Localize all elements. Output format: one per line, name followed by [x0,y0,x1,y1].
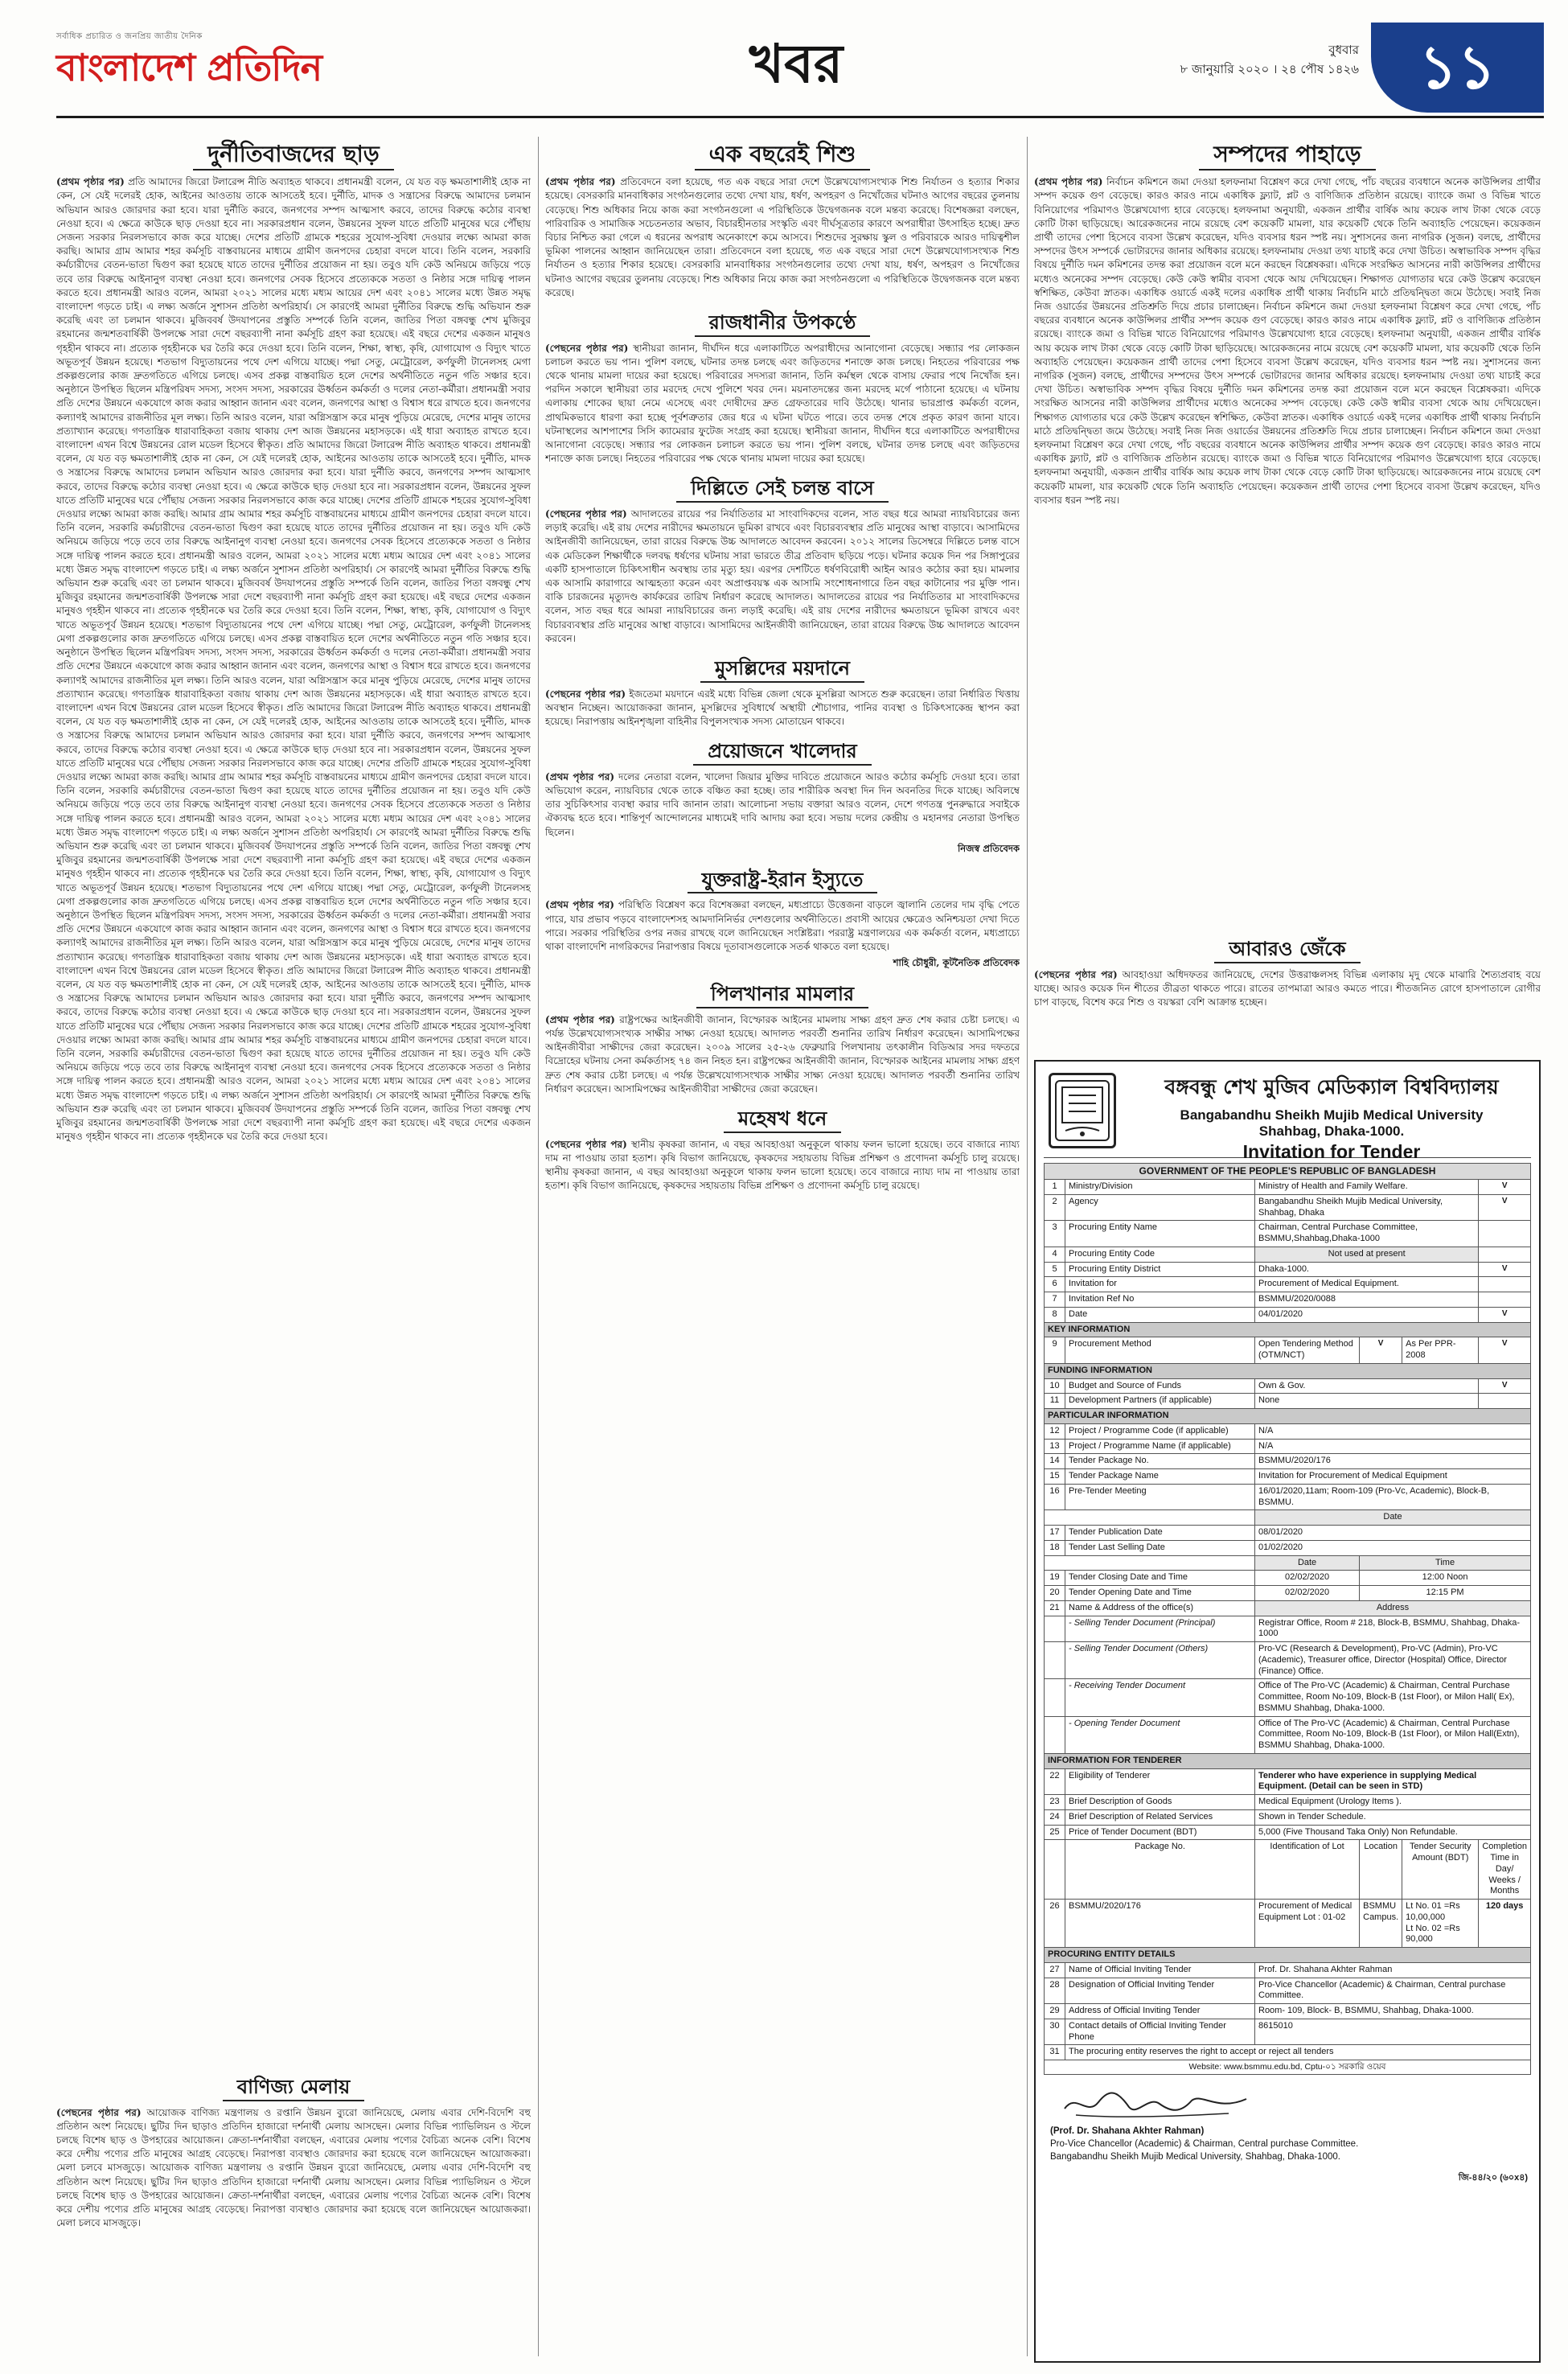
signatory-role: Pro-Vice Chancellor (Academic) & Chairman, Central purchase Committee. [1050,2139,1359,2150]
row-value: Prof. Dr. Shahana Akhter Rahman [1255,1962,1531,1978]
story-headline[interactable]: মুসল্লিদের ময়দানে [545,657,1020,683]
tender-row [1045,1962,1531,1978]
tender-row [1045,1292,1531,1308]
row-number: 15 [1045,1469,1065,1485]
row-value: 01/02/2020 [1255,1540,1531,1555]
story-body: (প্রথম পৃষ্ঠার পর) রাষ্ট্রপক্ষের আইনজীবী জানান, বিস্ফোরক আইনের মামলায় সাক্ষ্য গ্রহণ দ্রুত শেষ করার চেষ্টা চলছে। এ পর্যন্ত উল্লেখযোগ্যসংখ্যক সাক্ষীর সাক্ষ্য নেওয়া হয়েছে। আদালত পরবর্তী শুনানির তারিখ নির্ধারণ করেছেন। আসামিপক্ষের আইনজীবীরা সাক্ষীদের জেরা করেছেন। ২০০৯ সালের ২৫-২৬ ফেব্রুয়ারি পিলখানায় তৎকালীন বিডিআর সদর দফতরে বিদ্রোহের ঘটনায় সেনা কর্মকর্তাসহ ৭৪ জন নিহত হন। রাষ্ট্রপক্ষের আইনজীবী জানান, বিস্ফোরক আইনের মামলায় সাক্ষ্য গ্রহণ দ্রুত শেষ করার চেষ্টা চলছে। এ পর্যন্ত উল্লেখযোগ্যসংখ্যক সাক্ষীর সাক্ষ্য নেওয়া হয়েছে। আদালত পরবর্তী শুনানির তারিখ নির্ধারণ করেছেন। আসামিপক্ষের আইনজীবীরা সাক্ষীদের জেরা করেছেন। [545,1013,1020,1095]
row-number: 20 [1045,1586,1065,1601]
row-label: Tender Opening Date and Time [1065,1586,1255,1601]
row-label: Name & Address of the office(s) [1065,1600,1255,1616]
lot-header-row [1045,1840,1531,1900]
section-row [1045,1753,1531,1768]
row-label: Date [1065,1307,1255,1322]
row-number: 12 [1045,1423,1065,1439]
row-label: Tender Closing Date and Time [1065,1571,1255,1586]
address-header: Address [1255,1600,1531,1616]
story-delhi-bus[interactable] [545,477,1020,646]
story-body: (প্রথম পৃষ্ঠার পর) প্রতি আমাদের জিরো টলারেন্স নীতি অব্যাহত থাকবে। প্রধানমন্ত্রী বলেন, যে যত বড় ক্ষমতাশালীই হোক না কেন, সে যেই দলেরই হোক, আইনের আওতায় তাকে আসতেই হবে। দুর্নীতি, মাদক ও সন্ত্রাসের বিরুদ্ধে আমাদের চলমান অভিযান আরও জোরদার করা হবে। যারা দুর্নীতি করবে, জনগণের সম্পদ আত্মসাৎ করবে, তাদের বিরুদ্ধে কঠোর ব্যবস্থা নেওয়া হবে। এ ক্ষেত্রে কাউকে ছাড় দেওয়া হবে না। সরকারপ্রধান বলেন, উন্নয়নের সুফল যাতে প্রতিটি মানুষের ঘরে পৌঁছায় সেজন্য সরকার নিরলসভাবে কাজ করে যাচ্ছে। দেশের প্রতিটি গ্রামকে শহরের সুযোগ-সুবিধা দেওয়ার লক্ষ্যে আমরা কাজ করছি। আমার গ্রাম আমার শহর কর্মসূচি বাস্তবায়নের মাধ্যমে গ্রামীণ জনপদের চেহারা বদলে যাবে। তিনি বলেন, সরকারি কর্মচারীদের বেতন-ভাতা দ্বিগুণ করা হয়েছে যাতে তাদের দুর্নীতির প্রয়োজন না হয়। তবুও যদি কেউ অনিয়মে জড়িয়ে পড়ে তবে তার বিরুদ্ধে আইনানুগ ব্যবস্থা নেওয়া হবে। জনগণের সেবক হিসেবে প্রত্যেককে সততা ও নিষ্ঠার সঙ্গে দায়িত্ব পালন করতে হবে। প্রধানমন্ত্রী আরও বলেন, আমরা ২০২১ সালের মধ্যে মধ্যম আয়ের দেশ এবং ২০৪১ সালের মধ্যে উন্নত সমৃদ্ধ বাংলাদেশ গড়তে চাই। এ লক্ষ্য অর্জনে সুশাসন প্রতিষ্ঠা অপরিহার্য। সে কারণেই আমরা দুর্নীতির বিরুদ্ধে শুদ্ধি অভিযান শুরু করেছি এবং তা চলমান থাকবে। মুজিববর্ষ উদযাপনের প্রস্তুতি সম্পর্কে তিনি বলেন, জাতির পিতা বঙ্গবন্ধু শেখ মুজিবুর রহমানের জন্মশতবার্ষিকী উপলক্ষে সারা দেশে বছরব্যাপী নানা কর্মসূচি গ্রহণ করা হয়েছে। এই বছরে দেশের একজন মানুষও গৃহহীন থাকবে না। প্রত্যেক গৃহহীনকে ঘর তৈরি করে দেওয়া হবে। তিনি বলেন, শিক্ষা, স্বাস্থ্য, কৃষি, যোগাযোগ ও বিদ্যুৎ খাতে অভূতপূর্ব উন্নয়ন হয়েছে। শতভাগ বিদ্যুতায়নের পথে দেশ এগিয়ে যাচ্ছে। পদ্মা সেতু, মেট্রোরেল, কর্ণফুলী টানেলসহ মেগা প্রকল্পগুলোর কাজ দ্রুতগতিতে এগিয়ে চলছে। এসব প্রকল্প বাস্তবায়িত হলে দেশের অর্থনীতিতে নতুন গতি সঞ্চার হবে। অনুষ্ঠানে উপস্থিত ছিলেন মন্ত্রিপরিষদ সদস্য, সংসদ সদস্য, সরকারের ঊর্ধ্বতন কর্মকর্তা ও দলের নেতা-কর্মীরা। প্রধানমন্ত্রী সবার প্রতি দেশের উন্নয়নে একযোগে কাজ করার আহ্বান জানান এবং বলেন, জনগণের আস্থা ও বিশ্বাস ধরে রাখতে হবে। জনগণের কল্যাণই আমাদের রাজনীতির মূল লক্ষ্য। তিনি আরও বলেন, যারা অগ্নিসন্ত্রাস করে মানুষ পুড়িয়ে মেরেছে, দেশের মানুষ তাদের প্রত্যাখ্যান করেছে। গণতান্ত্রিক ধারাবাহিকতা বজায় থাকায় দেশ আজ উন্নয়নের মহাসড়কে। এই ধারা অব্যাহত রাখতে হবে। বাংলাদেশ এখন বিশ্বে উন্নয়নের রোল মডেল হিসেবে স্বীকৃত। প্রতি আমাদের জিরো টলারেন্স নীতি অব্যাহত থাকবে। প্রধানমন্ত্রী বলেন, যে যত বড় ক্ষমতাশালীই হোক না কেন, সে যেই দলেরই হোক, আইনের আওতায় তাকে আসতেই হবে। দুর্নীতি, মাদক ও সন্ত্রাসের বিরুদ্ধে আমাদের চলমান অভিযান আরও জোরদার করা হবে। যারা দুর্নীতি করবে, জনগণের সম্পদ আত্মসাৎ করবে, তাদের বিরুদ্ধে কঠোর ব্যবস্থা নেওয়া হবে। এ ক্ষেত্রে কাউকে ছাড় দেওয়া হবে না। সরকারপ্রধান বলেন, উন্নয়নের সুফল যাতে প্রতিটি মানুষের ঘরে পৌঁছায় সেজন্য সরকার নিরলসভাবে কাজ করে যাচ্ছে। দেশের প্রতিটি গ্রামকে শহরের সুযোগ-সুবিধা দেওয়ার লক্ষ্যে আমরা কাজ করছি। আমার গ্রাম আমার শহর কর্মসূচি বাস্তবায়নের মাধ্যমে গ্রামীণ জনপদের চেহারা বদলে যাবে। তিনি বলেন, সরকারি কর্মচারীদের বেতন-ভাতা দ্বিগুণ করা হয়েছে যাতে তাদের দুর্নীতির প্রয়োজন না হয়। তবুও যদি কেউ অনিয়মে জড়িয়ে পড়ে তবে তার বিরুদ্ধে আইনানুগ ব্যবস্থা নেওয়া হবে। জনগণের সেবক হিসেবে প্রত্যেককে সততা ও নিষ্ঠার সঙ্গে দায়িত্ব পালন করতে হবে। প্রধানমন্ত্রী আরও বলেন, আমরা ২০২১ সালের মধ্যে মধ্যম আয়ের দেশ এবং ২০৪১ সালের মধ্যে উন্নত সমৃদ্ধ বাংলাদেশ গড়তে চাই। এ লক্ষ্য অর্জনে সুশাসন প্রতিষ্ঠা অপরিহার্য। সে কারণেই আমরা দুর্নীতির বিরুদ্ধে শুদ্ধি অভিযান শুরু করেছি এবং তা চলমান থাকবে। মুজিববর্ষ উদযাপনের প্রস্তুতি সম্পর্কে তিনি বলেন, জাতির পিতা বঙ্গবন্ধু শেখ মুজিবুর রহমানের জন্মশতবার্ষিকী উপলক্ষে সারা দেশে বছরব্যাপী নানা কর্মসূচি গ্রহণ করা হয়েছে। এই বছরে দেশের একজন মানুষও গৃহহীন থাকবে না। প্রত্যেক গৃহহীনকে ঘর তৈরি করে দেওয়া হবে। তিনি বলেন, শিক্ষা, স্বাস্থ্য, কৃষি, যোগাযোগ ও বিদ্যুৎ খাতে অভূতপূর্ব উন্নয়ন হয়েছে। শতভাগ বিদ্যুতায়নের পথে দেশ এগিয়ে যাচ্ছে। পদ্মা সেতু, মেট্রোরেল, কর্ণফুলী টানেলসহ মেগা প্রকল্পগুলোর কাজ দ্রুতগতিতে এগিয়ে চলছে। এসব প্রকল্প বাস্তবায়িত হলে দেশের অর্থনীতিতে নতুন গতি সঞ্চার হবে। অনুষ্ঠানে উপস্থিত ছিলেন মন্ত্রিপরিষদ সদস্য, সংসদ সদস্য, সরকারের ঊর্ধ্বতন কর্মকর্তা ও দলের নেতা-কর্মীরা। প্রধানমন্ত্রী সবার প্রতি দেশের উন্নয়নে একযোগে কাজ করার আহ্বান জানান এবং বলেন, জনগণের আস্থা ও বিশ্বাস ধরে রাখতে হবে। জনগণের কল্যাণই আমাদের রাজনীতির মূল লক্ষ্য। তিনি আরও বলেন, যারা অগ্নিসন্ত্রাস করে মানুষ পুড়িয়ে মেরেছে, দেশের মানুষ তাদের প্রত্যাখ্যান করেছে। গণতান্ত্রিক ধারাবাহিকতা বজায় থাকায় দেশ আজ উন্নয়নের মহাসড়কে। এই ধারা অব্যাহত রাখতে হবে। বাংলাদেশ এখন বিশ্বে উন্নয়নের রোল মডেল হিসেবে স্বীকৃত। প্রতি আমাদের জিরো টলারেন্স নীতি অব্যাহত থাকবে। প্রধানমন্ত্রী বলেন, যে যত বড় ক্ষমতাশালীই হোক না কেন, সে যেই দলেরই হোক, আইনের আওতায় তাকে আসতেই হবে। দুর্নীতি, মাদক ও সন্ত্রাসের বিরুদ্ধে আমাদের চলমান অভিযান আরও জোরদার করা হবে। যারা দুর্নীতি করবে, জনগণের সম্পদ আত্মসাৎ করবে, তাদের বিরুদ্ধে কঠোর ব্যবস্থা নেওয়া হবে। এ ক্ষেত্রে কাউকে ছাড় দেওয়া হবে না। সরকারপ্রধান বলেন, উন্নয়নের সুফল যাতে প্রতিটি মানুষের ঘরে পৌঁছায় সেজন্য সরকার নিরলসভাবে কাজ করে যাচ্ছে। দেশের প্রতিটি গ্রামকে শহরের সুযোগ-সুবিধা দেওয়ার লক্ষ্যে আমরা কাজ করছি। আমার গ্রাম আমার শহর কর্মসূচি বাস্তবায়নের মাধ্যমে গ্রামীণ জনপদের চেহারা বদলে যাবে। তিনি বলেন, সরকারি কর্মচারীদের বেতন-ভাতা দ্বিগুণ করা হয়েছে যাতে তাদের দুর্নীতির প্রয়োজন না হয়। তবুও যদি কেউ অনিয়মে জড়িয়ে পড়ে তবে তার বিরুদ্ধে আইনানুগ ব্যবস্থা নেওয়া হবে। জনগণের সেবক হিসেবে প্রত্যেককে সততা ও নিষ্ঠার সঙ্গে দায়িত্ব পালন করতে হবে। প্রধানমন্ত্রী আরও বলেন, আমরা ২০২১ সালের মধ্যে মধ্যম আয়ের দেশ এবং ২০৪১ সালের মধ্যে উন্নত সমৃদ্ধ বাংলাদেশ গড়তে চাই। এ লক্ষ্য অর্জনে সুশাসন প্রতিষ্ঠা অপরিহার্য। সে কারণেই আমরা দুর্নীতির বিরুদ্ধে শুদ্ধি অভিযান শুরু করেছি এবং তা চলমান থাকবে। মুজিববর্ষ উদযাপনের প্রস্তুতি সম্পর্কে তিনি বলেন, জাতির পিতা বঙ্গবন্ধু শেখ মুজিবুর রহমানের জন্মশতবার্ষিকী উপলক্ষে সারা দেশে বছরব্যাপী নানা কর্মসূচি গ্রহণ করা হয়েছে। এই বছরে দেশের একজন মানুষও গৃহহীন থাকবে না। প্রত্যেক গৃহহীনকে ঘর তৈরি করে দেওয়া হবে। তিনি বলেন, শিক্ষা, স্বাস্থ্য, কৃষি, যোগাযোগ ও বিদ্যুৎ খাতে অভূতপূর্ব উন্নয়ন হয়েছে। শতভাগ বিদ্যুতায়নের পথে দেশ এগিয়ে যাচ্ছে। পদ্মা সেতু, মেট্রোরেল, কর্ণফুলী টানেলসহ মেগা প্রকল্পগুলোর কাজ দ্রুতগতিতে এগিয়ে চলছে। এসব প্রকল্প বাস্তবায়িত হলে দেশের অর্থনীতিতে নতুন গতি সঞ্চার হবে। অনুষ্ঠানে উপস্থিত ছিলেন মন্ত্রিপরিষদ সদস্য, সংসদ সদস্য, সরকারের ঊর্ধ্বতন কর্মকর্তা ও দলের নেতা-কর্মীরা। প্রধানমন্ত্রী সবার প্রতি দেশের উন্নয়নে একযোগে কাজ করার আহ্বান জানান এবং বলেন, জনগণের আস্থা ও বিশ্বাস ধরে রাখতে হবে। জনগণের কল্যাণই আমাদের রাজনীতির মূল লক্ষ্য। তিনি আরও বলেন, যারা অগ্নিসন্ত্রাস করে মানুষ পুড়িয়ে মেরেছে, দেশের মানুষ তাদের প্রত্যাখ্যান করেছে। গণতান্ত্রিক ধারাবাহিকতা বজায় থাকায় দেশ আজ উন্নয়নের মহাসড়কে। এই ধারা অব্যাহত রাখতে হবে। বাংলাদেশ এখন বিশ্বে উন্নয়নের রোল মডেল হিসেবে স্বীকৃত। প্রতি আমাদের জিরো টলারেন্স নীতি অব্যাহত থাকবে। প্রধানমন্ত্রী বলেন, যে যত বড় ক্ষমতাশালীই হোক না কেন, সে যেই দলেরই হোক, আইনের আওতায় তাকে আসতেই হবে। দুর্নীতি, মাদক ও সন্ত্রাসের বিরুদ্ধে আমাদের চলমান অভিযান আরও জোরদার করা হবে। যারা দুর্নীতি করবে, জনগণের সম্পদ আত্মসাৎ করবে, তাদের বিরুদ্ধে কঠোর ব্যবস্থা নেওয়া হবে। এ ক্ষেত্রে কাউকে ছাড় দেওয়া হবে না। সরকারপ্রধান বলেন, উন্নয়নের সুফল যাতে প্রতিটি মানুষের ঘরে পৌঁছায় সেজন্য সরকার নিরলসভাবে কাজ করে যাচ্ছে। দেশের প্রতিটি গ্রামকে শহরের সুযোগ-সুবিধা দেওয়ার লক্ষ্যে আমরা কাজ করছি। আমার গ্রাম আমার শহর কর্মসূচি বাস্তবায়নের মাধ্যমে গ্রামীণ জনপদের চেহারা বদলে যাবে। তিনি বলেন, সরকারি কর্মচারীদের বেতন-ভাতা দ্বিগুণ করা হয়েছে যাতে তাদের দুর্নীতির প্রয়োজন না হয়। তবুও যদি কেউ অনিয়মে জড়িয়ে পড়ে তবে তার বিরুদ্ধে আইনানুগ ব্যবস্থা নেওয়া হবে। জনগণের সেবক হিসেবে প্রত্যেককে সততা ও নিষ্ঠার সঙ্গে দায়িত্ব পালন করতে হবে। প্রধানমন্ত্রী আরও বলেন, আমরা ২০২১ সালের মধ্যে মধ্যম আয়ের দেশ এবং ২০৪১ সালের মধ্যে উন্নত সমৃদ্ধ বাংলাদেশ গড়তে চাই। এ লক্ষ্য অর্জনে সুশাসন প্রতিষ্ঠা অপরিহার্য। সে কারণেই আমরা দুর্নীতির বিরুদ্ধে শুদ্ধি অভিযান শুরু করেছি এবং তা চলমান থাকবে। মুজিববর্ষ উদযাপনের প্রস্তুতি সম্পর্কে তিনি বলেন, জাতির পিতা বঙ্গবন্ধু শেখ মুজিবুর রহমানের জন্মশতবার্ষিকী উপলক্ষে সারা দেশে বছরব্যাপী নানা কর্মসূচি গ্রহণ করা হয়েছে। এই বছরে দেশের একজন মানুষও গৃহহীন থাকবে না। প্রত্যেক গৃহহীনকে ঘর তৈরি করে দেওয়া হবে। [56,176,531,1143]
tender-header [1044,1068,1531,1162]
story-wealth[interactable] [1034,142,1541,507]
row-number: 10 [1045,1378,1065,1394]
column-middle [545,137,1020,2356]
office-label: - Selling Tender Document (Principal) [1065,1616,1255,1642]
lot-identification: Procurement of Medical Equipment Lot : 01-02 [1255,1900,1360,1948]
tender-row [1045,1454,1531,1469]
row-mark [1479,1221,1531,1247]
university-name-bn: বঙ্গবন্ধু শেখ মুজিব মেডিক্যাল বিশ্ববিদ্যালয় [1164,1075,1499,1099]
column-divider [1027,137,1028,2356]
row-value: Medical Equipment (Urology Items ). [1255,1795,1531,1810]
row-label: Tender Package No. [1065,1454,1255,1469]
office-row [1045,1716,1531,1753]
row-number: 30 [1045,2019,1065,2045]
row-number: 19 [1045,1571,1065,1586]
jump-label: (পেছনের পৃষ্ঠার পর) [1034,968,1118,980]
tender-titles [1132,1071,1531,1163]
date-header: Date [1255,1510,1531,1526]
story-body: (পেছনের পৃষ্ঠার পর) স্থানীয় কৃষকরা জানান, এ বছর আবহাওয়া অনুকূলে থাকায় ফলন ভালো হয়েছে। তবে বাজারে ন্যায্য দাম না পাওয়ায় তারা হতাশ। কৃষি বিভাগ জানিয়েছে, কৃষকদের সহায়তায় বিভিন্ন প্রশিক্ষণ ও প্রণোদনা কর্মসূচি চালু রয়েছে। স্থানীয় কৃষকরা জানান, এ বছর আবহাওয়া অনুকূলে থাকায় ফলন ভালো হয়েছে। তবে বাজারে ন্যায্য দাম না পাওয়ায় তারা হতাশ। কৃষি বিভাগ জানিয়েছে, কৃষকদের সহায়তায় বিভিন্ন প্রশিক্ষণ ও প্রণোদনা কর্মসূচি চালু রয়েছে। [545,1138,1020,1192]
row-value: Open Tendering Method (OTM/NCT) [1255,1337,1360,1364]
office-label: - Receiving Tender Document [1065,1679,1255,1716]
signatory-name: (Prof. Dr. Shahana Akhter Rahman) [1050,2126,1205,2137]
story-headline[interactable]: যুক্তরাষ্ট্র-ইরান ইস্যুতে [545,869,1020,894]
row-label: Procurement Method [1065,1337,1255,1364]
jump-label: (পেছনের পৃষ্ঠার পর) [545,688,626,700]
jump-label: (পেছনের পৃষ্ঠার পর) [545,1138,627,1150]
row-mark [1479,1277,1531,1292]
datetime-header-row [1045,1555,1531,1571]
university-seal-icon [1049,1073,1116,1148]
row-value: Chairman, Central Purchase Committee, BSMMU,Shahbag,Dhaka-1000 [1255,1221,1479,1247]
jump-label: (পেছনের পৃষ্ঠার পর) [545,342,629,354]
section-row [1045,1409,1531,1424]
row-value: Pro-Vice Chancellor (Academic) & Chairman, Central purchase Committee. [1255,1978,1531,2004]
story-trade-fair-wrap [56,2071,531,2241]
university-name-en: Bangabandhu Sheikh Mujib Medical University [1180,1107,1484,1123]
office-address: Pro-VC (Research & Development), Pro-VC (Admin), Pro-VC (Academic), Treasurer office, Director (Hospital) Office, Director (Finance) Office. [1255,1642,1531,1679]
row-value: None [1255,1394,1479,1409]
date-header-row [1045,1510,1531,1526]
row-value: Procurement of Medical Equipment. [1255,1277,1479,1292]
row-label: Tender Last Selling Date [1065,1540,1255,1555]
row-number: 6 [1045,1277,1065,1292]
row-value: Dhaka-1000. [1255,1262,1479,1277]
story-headline[interactable]: দিল্লিতে সেই চলন্ত বাসে [545,477,1020,503]
tender-row [1045,1277,1531,1292]
tender-row [1045,1247,1531,1262]
blank-cell [1045,1510,1255,1526]
university-address: Shahbag, Dhaka-1000. [1258,1123,1405,1139]
row-number: 13 [1045,1439,1065,1454]
blank-cell [1045,1555,1255,1571]
row-label: Project / Programme Name (if applicable) [1065,1439,1255,1454]
signatory-details [1050,2125,1358,2163]
row-number: 26 [1045,1900,1065,1948]
lot-completion: 120 days [1479,1900,1531,1948]
signature-block [1044,2084,1531,2189]
row-mark: V [1479,1337,1531,1364]
section-title: খবর [749,32,844,95]
newspaper-name: বাংলাদেশ প্রতিদিন [56,46,322,89]
office-address: Registrar Office, Room # 218, Block-B, BSMMU, Shahbag, Dhaka-1000 [1255,1616,1531,1642]
row-number: 18 [1045,1540,1065,1555]
row-date: 02/02/2020 [1255,1571,1360,1586]
row-label: The procuring entity reserves the right to accept or reject all tenders [1065,2045,1531,2060]
row-value: Tenderer who have experience in supplying Medical Equipment. (Detail can be seen in STD) [1255,1768,1531,1795]
lot-security-1: Lt No. 01 =Rs 10,00,000 [1406,1901,1460,1922]
jump-label: (প্রথম পৃষ্ঠার পর) [1034,176,1103,188]
lot-row [1045,1900,1531,1948]
story-cold-wrap [1034,933,1541,1054]
section-info-tenderer: INFORMATION FOR TENDERER [1045,1753,1531,1768]
row-value: Own & Gov. [1255,1378,1479,1394]
row-label: Eligibility of Tenderer [1065,1768,1255,1795]
row-mark: V [1479,1262,1531,1277]
masthead [56,23,1544,119]
tender-row [1045,2045,1531,2060]
blank-cell [1045,1679,1065,1716]
row-number: 24 [1045,1809,1065,1825]
story-body: (পেছনের পৃষ্ঠার পর) ইজতেমা ময়দানে এরই মধ্যে বিভিন্ন জেলা থেকে মুসল্লিরা আসতে শুরু করেছেন। তারা নির্ধারিত খিত্তায় অবস্থান নিচ্ছেন। আয়োজকরা জানান, মুসল্লিদের সুবিধার্থে অস্থায়ী শৌচাগার, পানির ব্যবস্থা ও চিকিৎসাকেন্দ্র স্থাপন করা হয়েছে। নিরাপত্তায় আইনশৃঙ্খলা বাহিনীর বিপুলসংখ্যক সদস্য মোতায়েন থাকবে। [545,688,1020,728]
row-number: 17 [1045,1526,1065,1541]
weekday: বুধবার [1328,43,1359,57]
office-address: Office of The Pro-VC (Academic) & Chairman, Central Purchase Committee, Room No-109, Block-B (1st Floor), or Milon Hall( Ex), BSMMU Shahbag, Dhaka-1000. [1255,1679,1531,1716]
story-headline[interactable]: দুর্নীতিবাজদের ছাড় [56,142,531,170]
row-label: Brief Description of Goods [1065,1795,1255,1810]
tender-row [1045,1809,1531,1825]
row-label: Price of Tender Document (BDT) [1065,1825,1255,1840]
row-label: Invitation Ref No [1065,1292,1255,1308]
story-cold-wave[interactable] [1034,938,1541,1009]
lot-package: BSMMU/2020/176 [1065,1900,1255,1948]
tender-row [1045,2004,1531,2019]
story-headline[interactable]: সম্পদের পাহাড়ে [1034,142,1541,170]
tender-heading: Invitation for Tender [1242,1141,1421,1162]
tender-row [1045,1795,1531,1810]
page-number-badge: ১১ [1371,23,1544,113]
section-particular: PARTICULAR INFORMATION [1045,1409,1531,1424]
story-corruption[interactable] [56,142,531,1144]
logo-tagline: সর্বাধিক প্রচারিত ও জনপ্রিয় জাতীয় দৈনিক [56,32,203,41]
tender-row [1045,1307,1531,1322]
row-mark: V [1479,1378,1531,1394]
row-value: 04/01/2020 [1255,1307,1479,1322]
row-label: Procuring Entity District [1065,1262,1255,1277]
tender-row [1045,1194,1531,1221]
signatory-org: Bangabandhu Sheikh Mujib Medical University, Shahbag, Dhaka-1000. [1050,2152,1340,2162]
tender-row [1045,1571,1531,1586]
lot-header: Completion Time in Day/ Weeks / Months [1479,1840,1531,1900]
story-headline[interactable]: আবারও জেঁকে [1034,938,1541,963]
office-label: - Selling Tender Document (Others) [1065,1642,1255,1679]
tender-row [1045,2019,1531,2045]
tender-row [1045,1180,1531,1195]
row-mark: V [1479,1307,1531,1322]
office-row [1045,1642,1531,1679]
lot-location: BSMMU Campus. [1360,1900,1402,1948]
row-label: Budget and Source of Funds [1065,1378,1255,1394]
row-time: 12:00 Noon [1360,1571,1531,1586]
office-row [1045,1679,1531,1716]
row-label: Development Partners (if applicable) [1065,1394,1255,1409]
tender-row [1045,1825,1531,1840]
office-row [1045,1616,1531,1642]
story-headline[interactable]: প্রয়োজনে খালেদার [545,740,1020,766]
tender-row [1045,1378,1531,1394]
blank-cell [1045,1616,1065,1642]
story-us-iran[interactable] [545,869,1020,971]
row-number: 1 [1045,1180,1065,1195]
row-label: Procuring Entity Name [1065,1221,1255,1247]
tender-advertisement[interactable] [1034,1060,1541,2363]
story-maheshkhali[interactable] [545,1107,1020,1193]
row-label: Contact details of Official Inviting Tender Phone [1065,2019,1255,2045]
tender-row [1045,1221,1531,1247]
section-funding: FUNDING INFORMATION [1045,1363,1531,1378]
row-value: Room- 109, Block- B, BSMMU, Shahbag, Dhaka-1000. [1255,2004,1531,2019]
tender-table [1044,1163,1531,2075]
story-body: (পেছনের পৃষ্ঠার পর) স্থানীয়রা জানান, দীর্ঘদিন ধরে এলাকাটিতে অপরাধীদের আনাগোনা বেড়েছে। সন্ধ্যার পর লোকজন চলাচল করতে ভয় পান। পুলিশ বলছে, ঘটনার তদন্ত চলছে এবং জড়িতদের শনাক্তে কাজ চলছে। নিহতের পরিবারের পক্ষ থেকে থানায় মামলা দায়ের করা হয়েছে। পরিবারের সদস্যরা জানান, তিনি কর্মস্থল থেকে বাসায় ফেরার পথে নিখোঁজ হন। পরদিন সকালে স্থানীয়রা তার মরদেহ দেখে পুলিশে খবর দেন। ময়নাতদন্তের জন্য মরদেহ মর্গে পাঠানো হয়েছে। এ ঘটনায় এলাকায় শোকের ছায়া নেমে এসেছে এবং দোষীদের দ্রুত গ্রেফতারের দাবি উঠেছে। থানার ভারপ্রাপ্ত কর্মকর্তা বলেন, প্রাথমিকভাবে ধারণা করা হচ্ছে পূর্বশত্রুতার জের ধরে এ ঘটনা ঘটতে পারে। তবে তদন্ত শেষে প্রকৃত কারণ জানা যাবে। ঘটনাস্থলের আশপাশের সিসি ক্যামেরার ফুটেজ সংগ্রহ করা হয়েছে। স্থানীয়রা জানান, দীর্ঘদিন ধরে এলাকাটিতে অপরাধীদের আনাগোনা বেড়েছে। সন্ধ্যার পর লোকজন চলাচল করতে ভয় পান। পুলিশ বলছে, ঘটনার তদন্ত চলছে এবং জড়িতদের শনাক্তে কাজ চলছে। নিহতের পরিবারের পক্ষ থেকে থানায় মামলা দায়ের করা হয়েছে। [545,342,1020,465]
story-byline: নিজস্ব প্রতিবেদক [957,842,1020,854]
tender-row [1045,1526,1531,1541]
row-time: 12:15 PM [1360,1586,1531,1601]
advertisement-code: জি-৪৪/২০ (৬০x৪) [1458,2173,1528,2183]
row-label: Procuring Entity Code [1065,1247,1255,1262]
lot-header: Tender Security Amount (BDT) [1402,1840,1479,1900]
gov-header: GOVERNMENT OF THE PEOPLE'S REPUBLIC OF BANGLADESH [1045,1164,1531,1180]
row-label: Tender Publication Date [1065,1526,1255,1541]
row-number: 29 [1045,2004,1065,2019]
tender-row [1045,1469,1531,1485]
row-number: 8 [1045,1307,1065,1322]
row-date: 02/02/2020 [1255,1586,1360,1601]
column-left [56,137,531,2356]
blank-cell [1045,1642,1065,1679]
lot-header: Location [1360,1840,1402,1900]
story-capital-outskirts[interactable] [545,311,1020,466]
blank-cell [1045,1716,1065,1753]
row-number: 22 [1045,1768,1065,1795]
section-row [1045,1322,1531,1337]
row-value: Not used at present [1255,1247,1479,1262]
jump-label: (পেছনের পৃষ্ঠার পর) [545,508,627,520]
tender-row [1045,1439,1531,1454]
row-number: 4 [1045,1247,1065,1262]
row-number: 14 [1045,1454,1065,1469]
tender-row [1045,1978,1531,2004]
row-number: 11 [1045,1394,1065,1409]
story-headline[interactable]: পিলখানার মামলার [545,983,1020,1008]
story-trade-fair[interactable] [56,2076,531,2230]
tender-row [1045,1262,1531,1277]
lot-security-2: Lt No. 02 =Rs 90,000 [1406,1923,1460,1945]
story-children[interactable] [545,142,1020,300]
row-label: Name of Official Inviting Tender [1065,1962,1255,1978]
row-value: 5,000 (Five Thousand Taka Only) Non Refundable. [1255,1825,1531,1840]
section-key-information: KEY INFORMATION [1045,1322,1531,1337]
row-number: 23 [1045,1795,1065,1810]
website-link: Website: www.bsmmu.edu.bd, Cptu-০১ সরকারি ওয়েব [1045,2060,1531,2075]
tender-row [1045,1540,1531,1555]
issue-date [1021,40,1359,79]
row-number: 5 [1045,1262,1065,1277]
row-number: 9 [1045,1337,1065,1364]
row-value: 8615010 [1255,2019,1531,2045]
row-value: 16/01/2020,11am; Room-109 (Pro-Vc, Academic), Block-B, BSMMU. [1255,1484,1531,1510]
story-body: (প্রথম পৃষ্ঠার পর) প্রতিবেদনে বলা হয়েছে, গত এক বছরে সারা দেশে উল্লেখযোগ্যসংখ্যক শিশু নির্যাতন ও হত্যার শিকার হয়েছে। বেসরকারি মানবাধিকার সংগঠনগুলোর তথ্যে দেখা যায়, ধর্ষণ, অপহরণ ও নিখোঁজের ঘটনাও আগের বছরের তুলনায় বেড়েছে। শিশু অধিকার নিয়ে কাজ করা সংগঠনগুলো এ পরিস্থিতিকে উদ্বেগজনক বলে মন্তব্য করেছে। বিশেষজ্ঞরা বলছেন, পারিবারিক ও সামাজিক সচেতনতার অভাব, বিচারহীনতার সংস্কৃতি এবং দীর্ঘসূত্রতার কারণে অপরাধীরা উৎসাহিত হচ্ছে। দ্রুত বিচার নিশ্চিত করা গেলে এ ধরনের অপরাধ অনেকাংশে কমে আসবে। শিশুদের সুরক্ষায় স্কুল ও পরিবারকে আরও দায়িত্বশীল ভূমিকা পালনের আহ্বান জানিয়েছেন তারা। প্রতিবেদনে বলা হয়েছে, গত এক বছরে সারা দেশে উল্লেখযোগ্যসংখ্যক শিশু নির্যাতন ও হত্যার শিকার হয়েছে। বেসরকারি মানবাধিকার সংগঠনগুলোর তথ্যে দেখা যায়, ধর্ষণ, অপহরণ ও নিখোঁজের ঘটনাও আগের বছরের তুলনায় বেড়েছে। শিশু অধিকার নিয়ে কাজ করা সংগঠনগুলো এ পরিস্থিতিকে উদ্বেগজনক বলে মন্তব্য করেছে। [545,176,1020,298]
tender-row [1045,1423,1531,1439]
row-value: Shown in Tender Schedule. [1255,1809,1531,1825]
row-label: Agency [1065,1194,1255,1221]
row-label: Address of Official Inviting Tender [1065,2004,1255,2019]
row-value: Ministry of Health and Family Welfare. [1255,1180,1479,1195]
tender-row [1045,1394,1531,1409]
lot-security [1402,1900,1479,1948]
gov-header-row [1045,1164,1531,1180]
row-number: 16 [1045,1484,1065,1510]
story-body: (প্রথম পৃষ্ঠার পর) নির্বাচন কমিশনে জমা দেওয়া হলফনামা বিশ্লেষণ করে দেখা গেছে, পাঁচ বছরের ব্যবধানে অনেক কাউন্সিলর প্রার্থীর সম্পদ কয়েক গুণ বেড়েছে। কারও কারও নামে একাধিক ফ্ল্যাট, প্লট ও বাণিজ্যিক প্রতিষ্ঠান রয়েছে। ব্যাংকে জমা ও বিভিন্ন খাতে বিনিয়োগের পরিমাণও উল্লেখযোগ্য হারে বেড়েছে। হলফনামা অনুযায়ী, একজন প্রার্থীর বার্ষিক আয় কয়েক লাখ টাকা থেকে বেড়ে কোটি টাকা ছাড়িয়েছে। আরেকজনের নামে রয়েছে বেশ কয়েকটি মামলা, যার কয়েকটি থেকে তিনি অব্যাহতি পেয়েছেন। কয়েকজন প্রার্থী তাদের পেশা হিসেবে ব্যবসা উল্লেখ করেছেন, যদিও ব্যবসার ধরন স্পষ্ট নয়। সুশাসনের জন্য নাগরিক (সুজন) বলছে, প্রার্থীদের সম্পদের উৎস সম্পর্কে ভোটারদের জানার অধিকার রয়েছে। হলফনামায় দেওয়া তথ্য যাচাই করে দেখা উচিত। অস্বাভাবিক সম্পদ বৃদ্ধির বিষয়ে দুর্নীতি দমন কমিশনের তদন্ত করা প্রয়োজন বলে মনে করছেন বিশ্লেষকরা। এদিকে সংরক্ষিত আসনের নারী কাউন্সিলর প্রার্থীদের মধ্যেও অনেকের সম্পদ বেড়েছে। কেউ কেউ স্বামীর ব্যবসা থেকে আয় দেখিয়েছেন। শিক্ষাগত যোগ্যতার ঘরে কেউ উল্লেখ করেছেন স্বশিক্ষিত, কেউবা স্নাতক। একাধিক ওয়ার্ডে একই দলের একাধিক প্রার্থী থাকায় নির্বাচনি মাঠে প্রতিদ্বন্দ্বিতা জমে উঠেছে। সবাই নিজ নিজ ওয়ার্ডের উন্নয়নের প্রতিশ্রুতি দিয়ে প্রচার চালাচ্ছেন। নির্বাচন কমিশনে জমা দেওয়া হলফনামা বিশ্লেষণ করে দেখা গেছে, পাঁচ বছরের ব্যবধানে অনেক কাউন্সিলর প্রার্থীর সম্পদ কয়েক গুণ বেড়েছে। কারও কারও নামে একাধিক ফ্ল্যাট, প্লট ও বাণিজ্যিক প্রতিষ্ঠান রয়েছে। ব্যাংকে জমা ও বিভিন্ন খাতে বিনিয়োগের পরিমাণও উল্লেখযোগ্য হারে বেড়েছে। হলফনামা অনুযায়ী, একজন প্রার্থীর বার্ষিক আয় কয়েক লাখ টাকা থেকে বেড়ে কোটি টাকা ছাড়িয়েছে। আরেকজনের নামে রয়েছে বেশ কয়েকটি মামলা, যার কয়েকটি থেকে তিনি অব্যাহতি পেয়েছেন। কয়েকজন প্রার্থী তাদের পেশা হিসেবে ব্যবসা উল্লেখ করেছেন, যদিও ব্যবসার ধরন স্পষ্ট নয়। সুশাসনের জন্য নাগরিক (সুজন) বলছে, প্রার্থীদের সম্পদের উৎস সম্পর্কে ভোটারদের জানার অধিকার রয়েছে। হলফনামায় দেওয়া তথ্য যাচাই করে দেখা উচিত। অস্বাভাবিক সম্পদ বৃদ্ধির বিষয়ে দুর্নীতি দমন কমিশনের তদন্ত করা প্রয়োজন বলে মনে করছেন বিশ্লেষকরা। এদিকে সংরক্ষিত আসনের নারী কাউন্সিলর প্রার্থীদের মধ্যেও অনেকের সম্পদ বেড়েছে। কেউ কেউ স্বামীর ব্যবসা থেকে আয় দেখিয়েছেন। শিক্ষাগত যোগ্যতার ঘরে কেউ উল্লেখ করেছেন স্বশিক্ষিত, কেউবা স্নাতক। একাধিক ওয়ার্ডে একই দলের একাধিক প্রার্থী থাকায় নির্বাচনি মাঠে প্রতিদ্বন্দ্বিতা জমে উঠেছে। সবাই নিজ নিজ ওয়ার্ডের উন্নয়নের প্রতিশ্রুতি দিয়ে প্রচার চালাচ্ছেন। নির্বাচন কমিশনে জমা দেওয়া হলফনামা বিশ্লেষণ করে দেখা গেছে, পাঁচ বছরের ব্যবধানে অনেক কাউন্সিলর প্রার্থীর সম্পদ কয়েক গুণ বেড়েছে। কারও কারও নামে একাধিক ফ্ল্যাট, প্লট ও বাণিজ্যিক প্রতিষ্ঠান রয়েছে। ব্যাংকে জমা ও বিভিন্ন খাতে বিনিয়োগের পরিমাণও উল্লেখযোগ্য হারে বেড়েছে। হলফনামা অনুযায়ী, একজন প্রার্থীর বার্ষিক আয় কয়েক লাখ টাকা থেকে বেড়ে কোটি টাকা ছাড়িয়েছে। আরেকজনের নামে রয়েছে বেশ কয়েকটি মামলা, যার কয়েকটি থেকে তিনি অব্যাহতি পেয়েছেন। কয়েকজন প্রার্থী তাদের পেশা হিসেবে ব্যবসা উল্লেখ করেছেন, যদিও ব্যবসার ধরন স্পষ্ট নয়। [1034,176,1541,506]
row-number: 2 [1045,1194,1065,1221]
story-body: (প্রথম পৃষ্ঠার পর) দলের নেতারা বলেন, খালেদা জিয়ার মুক্তির দাবিতে প্রয়োজনে আরও কঠোর কর্মসূচি দেওয়া হবে। তারা অভিযোগ করেন, ন্যায়বিচার থেকে তাকে বঞ্চিত করা হচ্ছে। তার শারীরিক অবস্থা দিন দিন অবনতির দিকে যাচ্ছে। অবিলম্বে তার সুচিকিৎসার ব্যবস্থা করার দাবি জানান তারা। আলোচনা সভায় বক্তারা আরও বলেন, দেশে গণতন্ত্র পুনরুদ্ধারে সবাইকে ঐক্যবদ্ধ হতে হবে। শান্তিপূর্ণ আন্দোলনের মাধ্যমেই দাবি আদায় করা হবে। সভায় দলের কেন্দ্রীয় ও মহানগর নেতারা উপস্থিত ছিলেন। [545,770,1020,838]
row-mark: V [1479,1194,1531,1221]
row-number: 31 [1045,2045,1065,2060]
newspaper-logo[interactable] [56,31,402,108]
row-label: Tender Package Name [1065,1469,1255,1485]
row-number: 25 [1045,1825,1065,1840]
jump-label: (প্রথম পৃষ্ঠার পর) [545,176,616,188]
row-label: Invitation for [1065,1277,1255,1292]
website-row [1045,2060,1531,2075]
story-byline: শাহি চৌধুরী, কূটনৈতিক প্রতিবেদক [893,957,1020,969]
date-col-header: Date [1255,1555,1360,1571]
row-mark [1479,1247,1531,1262]
row-number: 27 [1045,1962,1065,1978]
office-label: - Opening Tender Document [1065,1716,1255,1753]
row-mark [1479,1292,1531,1308]
tender-row [1045,1768,1531,1795]
row-mark: V [1360,1337,1402,1364]
lot-header: Identification of Lot [1255,1840,1360,1900]
story-body: (পেছনের পৃষ্ঠার পর) আয়োজক বাণিজ্য মন্ত্রণালয় ও রপ্তানি উন্নয়ন ব্যুরো জানিয়েছে, মেলায় এবার দেশি-বিদেশি বহু প্রতিষ্ঠান অংশ নিয়েছে। ছুটির দিন ছাড়াও প্রতিদিন হাজারো দর্শনার্থী মেলায় আসছেন। মেলার বিভিন্ন প্যাভিলিয়ন ও স্টলে চলছে বিশেষ ছাড় ও উপহারের আয়োজন। ক্রেতা-দর্শনার্থীরা বলছেন, এবারের মেলায় পণ্যের বৈচিত্র্য অনেক বেশি। বিশেষ করে দেশীয় পণ্যের প্রতি মানুষের আগ্রহ বেড়েছে। নিরাপত্তা ব্যবস্থাও জোরদার করা হয়েছে বলে জানিয়েছেন আয়োজকরা। মেলা চলবে মাসজুড়ে। আয়োজক বাণিজ্য মন্ত্রণালয় ও রপ্তানি উন্নয়ন ব্যুরো জানিয়েছে, মেলায় এবার দেশি-বিদেশি বহু প্রতিষ্ঠান অংশ নিয়েছে। ছুটির দিন ছাড়াও প্রতিদিন হাজারো দর্শনার্থী মেলায় আসছেন। মেলার বিভিন্ন প্যাভিলিয়ন ও স্টলে চলছে বিশেষ ছাড় ও উপহারের আয়োজন। ক্রেতা-দর্শনার্থীরা বলছেন, এবারের মেলায় পণ্যের বৈচিত্র্য অনেক বেশি। বিশেষ করে দেশীয় পণ্যের প্রতি মানুষের আগ্রহ বেড়েছে। নিরাপত্তা ব্যবস্থাও জোরদার করা হয়েছে বলে জানিয়েছেন আয়োজকরা। মেলা চলবে মাসজুড়ে। [56,2106,531,2229]
row-label: Project / Programme Code (if applicable) [1065,1423,1255,1439]
story-headline[interactable]: মহেষখ ধনে [545,1107,1020,1133]
row-number: 3 [1045,1221,1065,1247]
jump-label: (পেছনের পৃষ্ঠার পর) [56,2106,142,2118]
row-value: Bangabandhu Sheikh Mujib Medical University, Shahbag, Dhaka [1255,1194,1479,1221]
story-khaleda[interactable] [545,740,1020,857]
full-date: ৮ জানুয়ারি ২০২০ । ২৪ পৌষ ১৪২৬ [1180,62,1359,76]
row-label: Brief Description of Related Services [1065,1809,1255,1825]
signature-icon [1060,2084,1253,2121]
story-headline[interactable]: এক বছরেই শিশু [545,142,1020,170]
row-mark [1479,1394,1531,1409]
jump-label: (প্রথম পৃষ্ঠার পর) [545,770,615,782]
row-value: N/A [1255,1439,1531,1454]
masthead-rule [56,116,1544,118]
story-headline[interactable]: রাজধানীর উপকণ্ঠে [545,311,1020,337]
row-value: BSMMU/2020/176 [1255,1454,1531,1469]
row-value: N/A [1255,1423,1531,1439]
row-value-extra: As Per PPR-2008 [1402,1337,1479,1364]
tender-row [1045,1337,1531,1364]
row-mark: V [1479,1180,1531,1195]
office-address: Office of The Pro-VC (Academic) & Chairman, Central Purchase Committee, Room No-109, Block-B (1st Floor), or Milon Hall(Extn), BSMMU Shahbag, Dhaka-1000. [1255,1716,1531,1753]
tender-row [1045,1484,1531,1510]
story-headline[interactable]: বাণিজ্য মেলায় [56,2076,531,2101]
tender-row [1045,1586,1531,1601]
row-label: Ministry/Division [1065,1180,1255,1195]
jump-label: (প্রথম পৃষ্ঠার পর) [545,1013,615,1025]
section-row [1045,1363,1531,1378]
story-ijtema[interactable] [545,657,1020,729]
row-value: Invitation for Procurement of Medical Equipment [1255,1469,1531,1485]
row-value: BSMMU/2020/0088 [1255,1292,1479,1308]
section-entity: PROCURING ENTITY DETAILS [1045,1948,1531,1963]
row-label: Designation of Official Inviting Tender [1065,1978,1255,2004]
column-divider [538,137,539,2356]
section-row [1045,1948,1531,1963]
story-body: (পেছনের পৃষ্ঠার পর) আদালতের রায়ের পর নির্যাতিতার মা সাংবাদিকদের বলেন, সাত বছর ধরে আমরা ন্যায়বিচারের জন্য লড়াই করেছি। এই রায় দেশের নারীদের ক্ষমতায়নে ভূমিকা রাখবে এবং বিচারব্যবস্থার প্রতি মানুষের আস্থা বাড়াবে। আসামিদের আইনজীবী জানিয়েছেন, তারা রায়ের বিরুদ্ধে উচ্চ আদালতে আবেদন করবেন। ২০১২ সালের ডিসেম্বরে দিল্লিতে চলন্ত বাসে এক মেডিকেল শিক্ষার্থীকে দলবদ্ধ ধর্ষণের ঘটনায় সারা ভারতে তীব্র প্রতিবাদ ছড়িয়ে পড়ে। ঘটনার কয়েক দিন পর সিঙ্গাপুরের একটি হাসপাতালে চিকিৎসাধীন অবস্থায় তার মৃত্যু হয়। এরপর দেশটিতে ধর্ষণবিরোধী আইন আরও কঠোর করা হয়। মামলার এক আসামি কারাগারে আত্মহত্যা করেন এবং অপ্রাপ্তবয়স্ক এক আসামি সংশোধনাগারে তিন বছর কাটানোর পর মুক্তি পান। বাকি চারজনের মৃত্যুদণ্ড কার্যকরের তারিখ নির্ধারণ করেছে আদালত। আদালতের রায়ের পর নির্যাতিতার মা সাংবাদিকদের বলেন, সাত বছর ধরে আমরা ন্যায়বিচারের জন্য লড়াই করেছি। এই রায় দেশের নারীদের ক্ষমতায়নে ভূমিকা রাখবে এবং বিচারব্যবস্থার প্রতি মানুষের আস্থা বাড়াবে। আসামিদের আইনজীবী জানিয়েছেন, তারা রায়ের বিরুদ্ধে উচ্চ আদালতে আবেদন করবেন। [545,508,1020,644]
jump-label: (প্রথম পৃষ্ঠার পর) [56,176,125,188]
blank-cell [1045,1840,1065,1900]
tender-row [1045,1600,1531,1616]
row-number: 21 [1045,1600,1065,1616]
lot-header: Package No. [1065,1840,1255,1900]
row-number: 28 [1045,1978,1065,2004]
column-right [1034,137,1541,1054]
row-label: Pre-Tender Meeting [1065,1484,1255,1510]
story-body: (পেছনের পৃষ্ঠার পর) আবহাওয়া অধিদফতর জানিয়েছে, দেশের উত্তরাঞ্চলসহ বিভিন্ন এলাকায় মৃদু থেকে মাঝারি শৈত্যপ্রবাহ বয়ে যাচ্ছে। আরও কয়েক দিন শীতের তীব্রতা থাকতে পারে। রাতের তাপমাত্রা আরও কমতে পারে। শীতজনিত রোগে হাসপাতালে রোগীর চাপ বাড়ছে, বিশেষ করে শিশু ও বয়স্করা বেশি আক্রান্ত হচ্ছেন। [1034,968,1541,1008]
jump-label: (প্রথম পৃষ্ঠার পর) [545,899,614,911]
story-body: (প্রথম পৃষ্ঠার পর) পরিস্থিতি বিশ্লেষণ করে বিশেষজ্ঞরা বলছেন, মধ্যপ্রাচ্যে উত্তেজনা বাড়লে জ্বালানি তেলের দাম বৃদ্ধি পেতে পারে, যার প্রভাব পড়বে বাংলাদেশসহ আমদানিনির্ভর দেশগুলোর অর্থনীতিতে। প্রবাসী আয়ের ক্ষেত্রেও অনিশ্চয়তা দেখা দিতে পারে। সরকার পরিস্থিতির ওপর নজর রাখছে বলে জানিয়েছেন সংশ্লিষ্টরা। পররাষ্ট্র মন্ত্রণালয়ের এক কর্মকর্তা বলেন, মধ্যপ্রাচ্যে থাকা বাংলাদেশি নাগরিকদের নিরাপত্তার বিষয়ে দূতাবাসগুলোকে সতর্ক থাকতে বলা হয়েছে। [545,899,1020,953]
row-value: 08/01/2020 [1255,1526,1531,1541]
time-col-header: Time [1360,1555,1531,1571]
story-pilkhana[interactable] [545,983,1020,1096]
row-number: 7 [1045,1292,1065,1308]
